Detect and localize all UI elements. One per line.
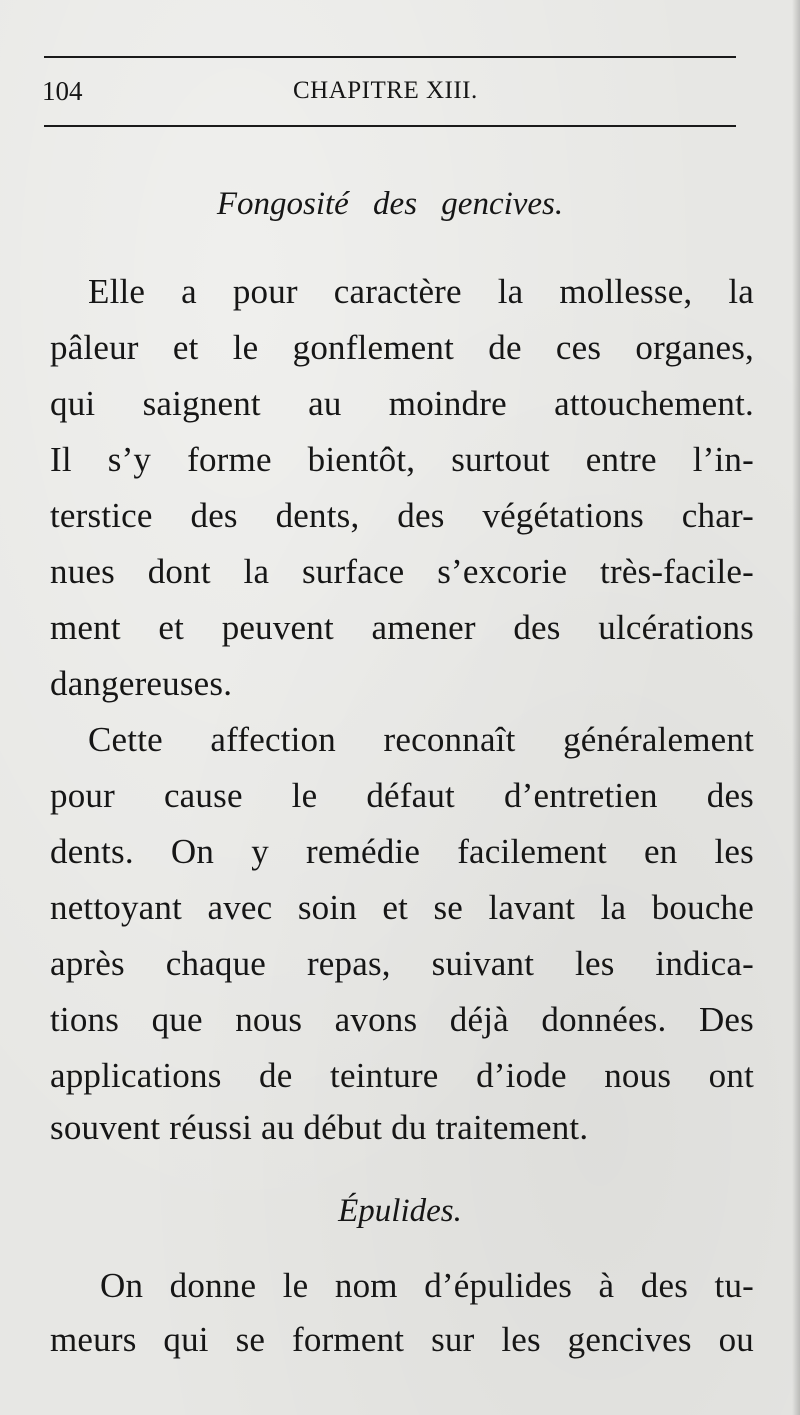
text-line: applications de teinture d’iode nous ont <box>50 1056 754 1095</box>
text-line: nettoyant avec soin et se lavant la bouche <box>50 888 754 927</box>
text-line: Elle a pour caractère la mollesse, la <box>88 272 754 311</box>
text-line: qui saignent au moindre attouchement. <box>50 384 754 423</box>
text-line: nues dont la surface s’excorie très-facile- <box>50 552 754 591</box>
running-head: CHAPITRE XIII. <box>293 77 478 104</box>
header-rule-top <box>44 56 736 58</box>
text-line: dents. On y remédie facilement en les <box>50 832 754 871</box>
text-line: pâleur et le gonflement de ces organes, <box>50 328 754 367</box>
text-line: ment et peuvent amener des ulcérations <box>50 608 754 647</box>
text-line: pour cause le défaut d’entretien des <box>50 776 754 815</box>
text-line: dangereuses. <box>50 664 233 703</box>
section-heading-fongosite: Fongosité des gencives. <box>216 186 564 222</box>
text-line: Il s’y forme bientôt, surtout entre l’in- <box>50 440 754 479</box>
text-line: On donne le nom d’épulides à des tu- <box>100 1266 754 1305</box>
text-line: tions que nous avons déjà données. Des <box>50 1000 754 1039</box>
text-line: Cette affection reconnaît généralement <box>88 720 754 759</box>
text-line: après chaque repas, suivant les indica- <box>50 944 754 983</box>
header-rule-bottom <box>44 125 736 127</box>
page-number: 104 <box>42 76 83 106</box>
text-line: meurs qui se forment sur les gencives ou <box>50 1320 754 1359</box>
text-line: souvent réussi au début du traitement. <box>50 1108 589 1147</box>
section-heading-epulides: Épulides. <box>338 1193 462 1229</box>
text-line: terstice des dents, des végétations char- <box>50 496 754 535</box>
